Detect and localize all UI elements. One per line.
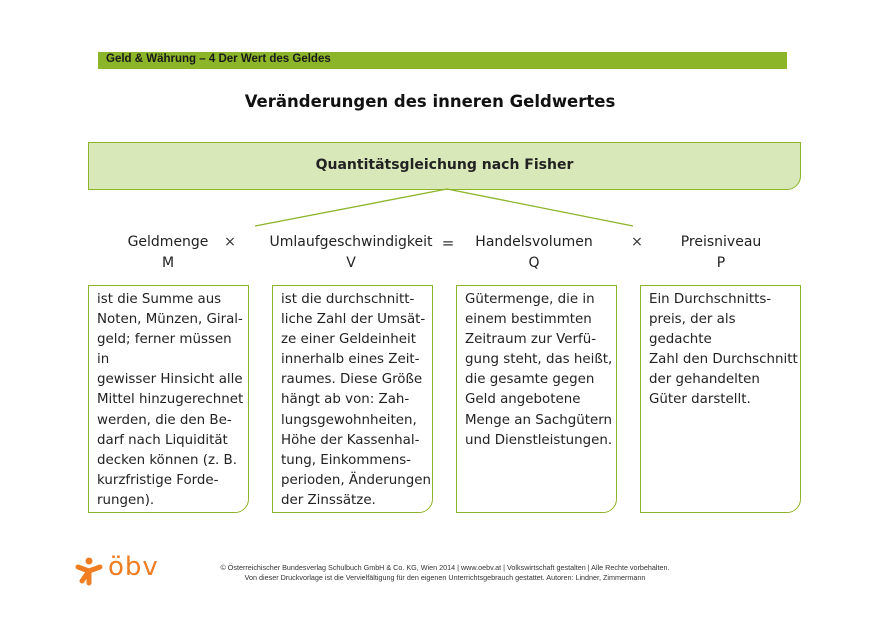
term-symbol: V	[346, 255, 356, 271]
term-symbol: M	[161, 255, 175, 271]
term-preisniveau	[665, 232, 777, 274]
footer-copyright: © Österreichischer Bundesverlag Schulbuch GmbH & Co. KG, Wien 2014 | www.oebv.at | Volkswirtschaft gestalten | Alle Rechte vorbehalten.	[220, 563, 670, 572]
description-box-preisniveau	[640, 285, 801, 513]
term-umlaufgeschwindigkeit	[248, 232, 454, 274]
term-name: Handelsvolumen	[475, 234, 593, 250]
multiply-operator: ×	[631, 234, 643, 250]
multiply-operator: ×	[224, 234, 236, 250]
term-name: Umlaufgeschwindigkeit	[269, 234, 433, 250]
description-text: ist die durchschnitt- liche Zahl der Umsät- ze einer Geldeinheit innerhalb eines Zeit- raumes. Diese Größe hängt ab von: Zah- lungsgewohnheiten, Höhe der Kassenhal- tung, Einkommens- perioden, Änderungen der Zinssätze.	[281, 292, 431, 508]
footer-notice: Von dieser Druckvorlage ist die Vervielfältigung für den eigenen Unterrichtsgebrauch gestattet. Autoren: Lindner, Zimmermann	[244, 573, 646, 582]
term-name: Preisniveau	[680, 234, 762, 250]
header-text: Geld & Währung – 4 Der Wert des Geldes	[106, 53, 331, 65]
connector-line-right	[447, 189, 633, 226]
term-symbol: Q	[528, 255, 540, 271]
description-text: Ein Durchschnitts- preis, der als gedachte Zahl den Durchschnitt der gehandelten Güter darstellt.	[649, 292, 798, 408]
oebv-logo-icon	[75, 556, 107, 586]
term-name: Geldmenge	[127, 234, 209, 250]
fisher-equation-label: Quantitätsgleichung nach Fisher	[315, 157, 574, 173]
description-box-geldmenge	[88, 285, 249, 513]
description-box-handelsvolumen	[456, 285, 617, 513]
term-geldmenge	[118, 232, 218, 274]
description-box-umlaufgeschwindigkeit	[272, 285, 433, 513]
logo-text: öbv	[108, 552, 159, 582]
connector-line-left	[255, 189, 447, 226]
description-text: ist die Summe aus Noten, Münzen, Giral- geld; ferner müssen in gewisser Hinsicht alle Mittel hinzugerechnet werden, die den Be- darf nach Liquidität decken können (z. B. kurzfristige Forde- rungen).	[97, 292, 244, 508]
page-title: Veränderungen des inneren Geldwertes	[244, 92, 616, 111]
term-symbol: P	[716, 255, 726, 271]
term-handelsvolumen	[467, 232, 601, 274]
description-text: Gütermenge, die in einem bestimmten Zeitraum zur Verfü- gung steht, das heißt, die gesamte gegen Geld angebotene Menge an Sachgütern und Dienstleistungen.	[465, 292, 613, 448]
equals-operator: =	[441, 234, 455, 252]
